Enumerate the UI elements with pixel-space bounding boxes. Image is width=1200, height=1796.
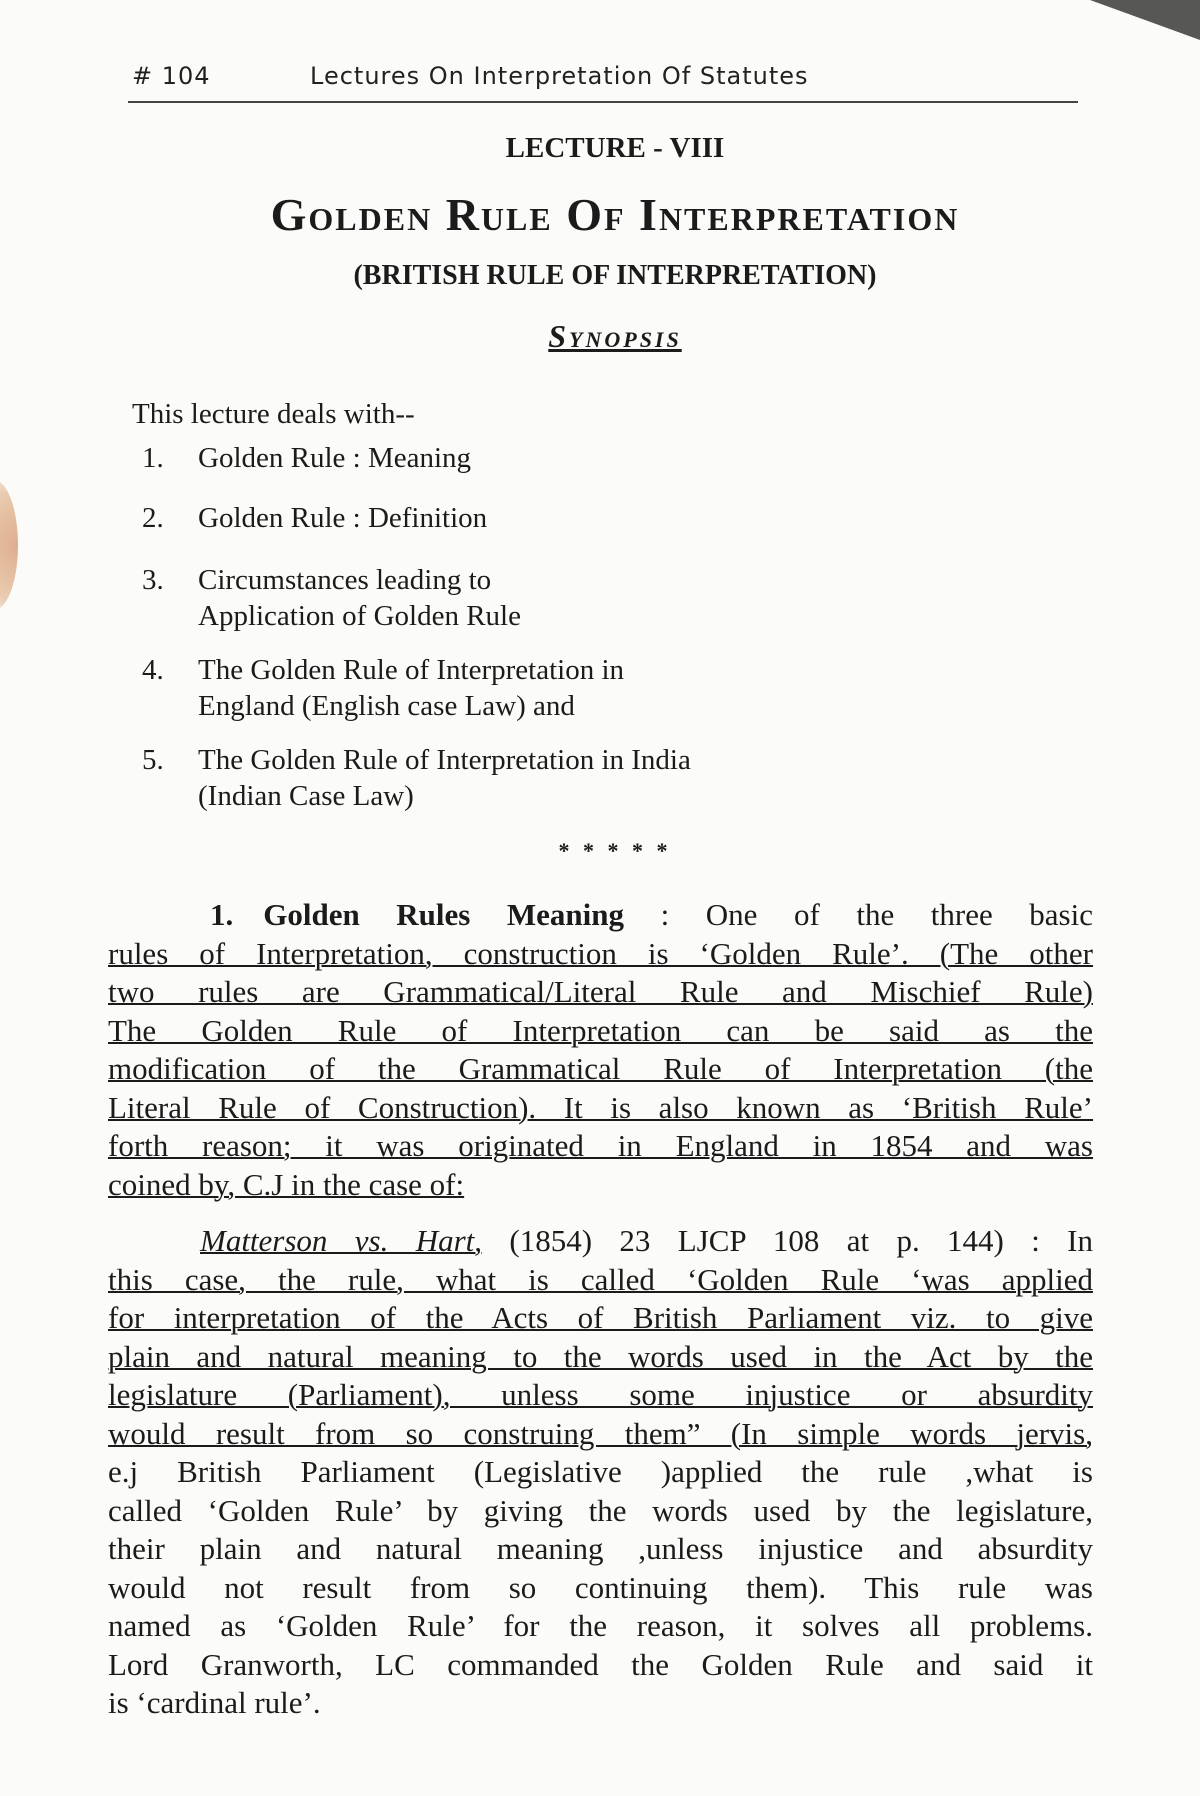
paragraph-line: for interpretation of the Acts of British Parliament viz. to give	[108, 1300, 1093, 1335]
synopsis-item-number: 3.	[142, 564, 164, 596]
paragraph-line: two rules are Grammatical/Literal Rule and Mischief Rule)	[108, 974, 1093, 1009]
synopsis-item-number: 2.	[142, 502, 164, 534]
paragraph-line: this case, the rule, what is called ‘Golden Rule ‘was applied	[108, 1261, 1093, 1297]
paragraph-line	[108, 1222, 1093, 1261]
thumb-at-page-edge	[0, 480, 18, 610]
line-text: (1854) 23 LJCP 108 at p. 144) : In	[509, 1223, 1094, 1258]
header-rule	[128, 101, 1078, 103]
paragraph-line: rules of Interpretation, construction is ‘Golden Rule’. (The other	[108, 935, 1093, 971]
synopsis-item-text: Circumstances leading to Application of Golden Rule	[198, 564, 521, 632]
page-number: # 104	[132, 62, 211, 90]
paragraph-line: The Golden Rule of Interpretation can be said as the	[108, 1012, 1093, 1048]
paragraph-line: would result from so construing them” (In simple words jervis,	[108, 1415, 1093, 1451]
paragraph-line: coined by, C.J in the case of:	[108, 1166, 465, 1202]
paragraph-line: forth reason; it was originated in England in 1854 and was	[108, 1128, 1093, 1163]
lecture-number: LECTURE - VIII	[505, 132, 725, 164]
paragraph-line: is ‘cardinal rule’.	[108, 1685, 321, 1720]
paragraph-line: would not result from so continuing them). This rule was	[108, 1569, 1093, 1605]
synopsis-item-number: 5.	[142, 744, 164, 776]
synopsis-heading: Synopsis	[548, 318, 682, 354]
book-title: Lectures On Interpretation Of Statutes	[310, 62, 809, 90]
lecture-subtitle: (BRITISH RULE OF INTERPRETATION)	[353, 260, 877, 291]
lecture-title: Golden Rule Of Interpretation	[270, 189, 960, 240]
paragraph-line: called ‘Golden Rule’ by giving the words used by the legislature,	[108, 1492, 1093, 1528]
section-heading: Golden Rules Meaning	[263, 897, 625, 932]
paragraph-line: named as ‘Golden Rule’ for the reason, it solves all problems.	[108, 1608, 1093, 1643]
paragraph-line: Lord Granworth, LC commanded the Golden Rule and said it	[108, 1646, 1093, 1682]
synopsis-item-number: 1.	[142, 442, 164, 474]
section-paragraph	[108, 896, 1093, 1204]
line-text: : One of the three basic	[660, 897, 1093, 932]
case-paragraph	[108, 1222, 1093, 1723]
paragraph-line: legislature (Parliament), unless some injustice or absurdity	[108, 1377, 1093, 1412]
synopsis-item-text: Golden Rule : Definition	[198, 502, 488, 534]
paragraph-line: Literal Rule of Construction). It is also known as ‘British Rule’	[108, 1089, 1093, 1125]
synopsis-item-text: Golden Rule : Meaning	[198, 442, 472, 474]
section-separator: * * * * *	[558, 838, 672, 863]
running-header	[132, 62, 1082, 90]
synopsis-item-text: The Golden Rule of Interpretation in England (English case Law) and	[198, 654, 625, 722]
page-corner-shadow	[1090, 0, 1200, 40]
synopsis-item-text: The Golden Rule of Interpretation in India (Indian Case Law)	[198, 744, 691, 812]
section-number: 1.	[210, 897, 234, 932]
case-name: Matterson vs. Hart,	[200, 1223, 483, 1258]
synopsis-item-number: 4.	[142, 654, 164, 686]
paragraph-line: e.j British Parliament (Legislative )applied the rule ,what is	[108, 1454, 1093, 1489]
paragraph-line: their plain and natural meaning ,unless injustice and absurdity	[108, 1531, 1093, 1566]
paragraph-line	[108, 896, 1093, 935]
paragraph-line: plain and natural meaning to the words used in the Act by the	[108, 1338, 1093, 1374]
synopsis-intro: This lecture deals with--	[132, 398, 415, 430]
paragraph-line: modification of the Grammatical Rule of Interpretation (the	[108, 1051, 1093, 1086]
